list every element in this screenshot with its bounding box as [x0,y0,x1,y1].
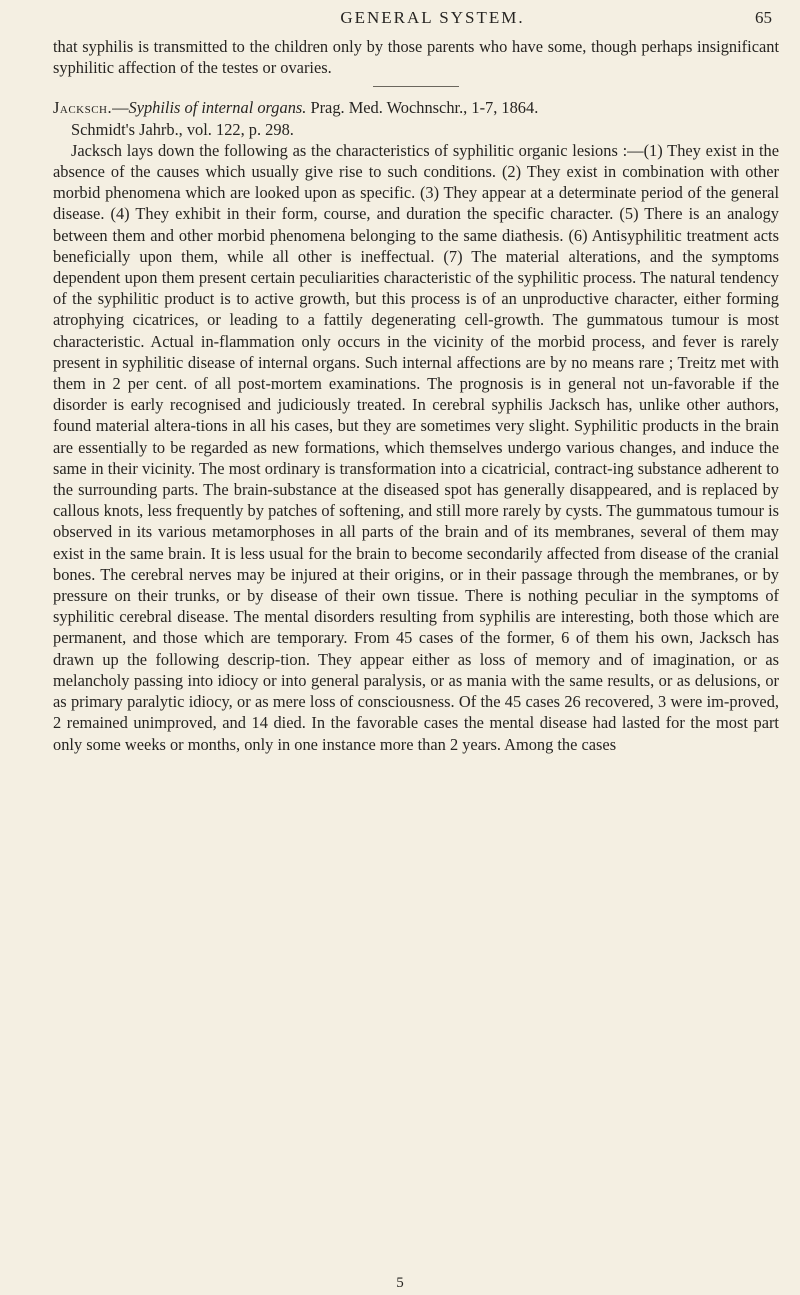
reference-heading [53,97,779,118]
reference-secondary: Schmidt's Jahrb., vol. 122, p. 298. [71,119,294,139]
reference-citation: Prag. Med. Wochnschr., 1-7, 1864. [306,98,539,118]
running-head [53,8,772,34]
reference-title: Syphilis of internal organs. [128,98,307,118]
intro-paragraph: that syphilis is transmitted to the children only by those parents who have some, though perhaps insignificant syphilitic affection of the testes or ovaries. [53,37,779,78]
main-paragraph: Jacksch lays down the following as the characteristics of syphilitic organic lesions :—(1) They exist in the absence of the causes which usually give rise to such conditions. (2) They exist in combination with other morbid phenomena which are looked upon as specific. (3) They appear at a determinate period of the general disease. (4) They exhibit in their form, course, and duration the specific character. (5) There is an analogy between them and other morbid phenomena belonging to the same diathesis. (6) Antisyphilitic treatment acts beneficially upon them, while all other is ineffectual. (7) The material alterations, and the symptoms dependent upon them present certain peculiarities characteristic of the syphilitic process. The natural tendency of the syphilitic product is to active growth, but this process is of an unproductive character, either forming atrophying cicatrices, or leading to a fattily degenerating cell-growth. The gummatous tumour is most characteristic. Actual in-flammation only occurs in the vicinity of the morbid process, and fever is rarely present in syphilitic disease of internal organs. Such internal affections are by no means rare ; Treitz met with them in 2 per cent. of all post-mortem examinations. The prognosis is in general not un-favorable if the disorder is early recognised and judiciously treated. In cerebral syphilis Jacksch has, unlike other authors, found material altera-tions in all his cases, but they are sometimes very slight. Syphilitic products in the brain are essentially to be regarded as new formations, which themselves undergo various changes, and induce the same in their vicinity. The most ordinary is transformation into a cicatricial, contract-ing substance adherent to the surrounding parts. The brain-substance at the diseased spot has generally disappeared, and is replaced by callous knots, less frequently by patches of softening, and still more rarely by cysts. The gummatous tumour is observed in its various metamorphoses in all parts of the brain and of its membranes, several of them may exist in the same brain. It is less usual for the brain to become secondarily affected from disease of the cranial bones. The cerebral nerves may be injured at their origins, or in their passage through the membranes, or by pressure on their trunks, or by disease of their own tissue. There is nothing peculiar in the symptoms of syphilitic cerebral disease. The mental disorders resulting from syphilis are interesting, both those which are permanent, and those which are temporary. From 45 cases of the former, 6 of them his own, Jacksch has drawn up the following descrip-tion. They appear either as loss of memory and of imagination, or as melancholy passing into idiocy or into general paralysis, or as mania with the same results, or as delusions, or as primary paralytic idiocy, or as mere loss of consciousness. Of the 45 cases 26 recovered, 3 were im-proved, 2 remained unimproved, and 14 died. In the favorable cases the mental disease had lasted for the most part only some weeks or months, only in one instance more than 2 years. Among the cases [53,140,779,754]
body-text [53,36,779,755]
section-divider [373,86,459,87]
signature-mark: 5 [396,1275,404,1291]
reference-separator: — [112,98,129,118]
running-title: GENERAL SYSTEM. [340,8,525,27]
page-number: 65 [755,8,772,27]
reference-author: Jacksch. [53,98,113,118]
